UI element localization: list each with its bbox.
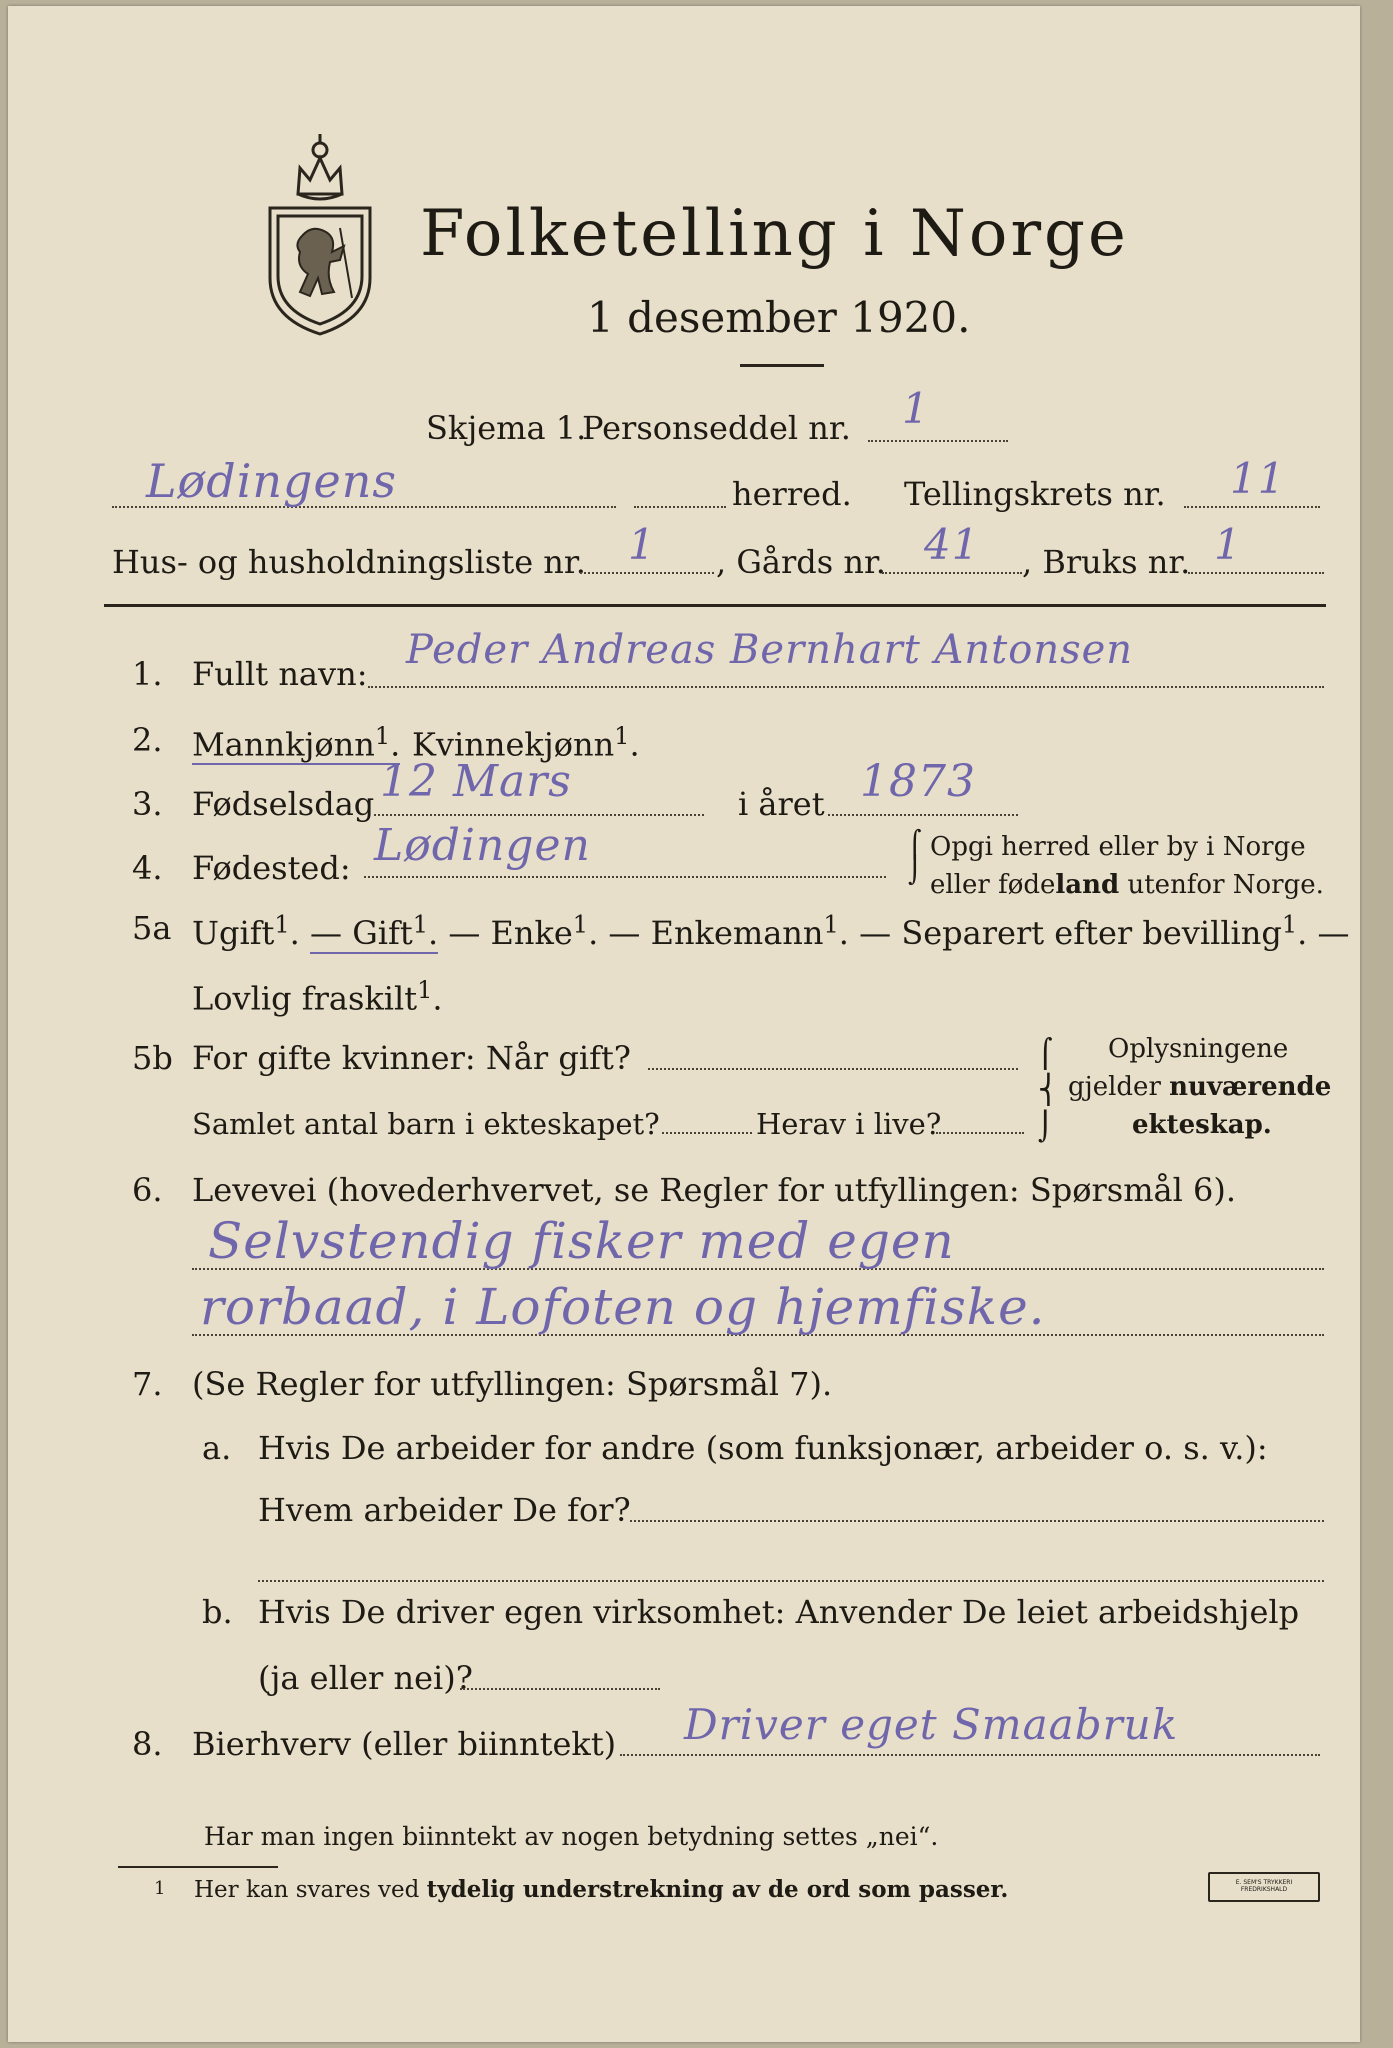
q3-year-field-line bbox=[828, 814, 1018, 816]
q3-birth-date: 12 Mars bbox=[380, 756, 572, 807]
q2-female-option: Kvinnekjønn$^1$. bbox=[412, 722, 640, 764]
q5b-alive-field-line bbox=[936, 1132, 1024, 1134]
q6-number: 6. bbox=[132, 1171, 163, 1209]
footnote-divider bbox=[118, 1866, 278, 1868]
skjema-label: Skjema 1. bbox=[426, 409, 587, 447]
q4-birthplace: Lødingen bbox=[374, 820, 591, 871]
q3-year-label: i året bbox=[738, 785, 825, 823]
q5b-note-line3: ekteskap. bbox=[1132, 1110, 1272, 1140]
census-date: 1 desember 1920. bbox=[587, 293, 971, 342]
q4-number: 4. bbox=[132, 849, 163, 887]
q5b-note-line1: Oplysningene bbox=[1108, 1034, 1289, 1064]
tellingskrets-value: 11 bbox=[1230, 454, 1286, 503]
hus-field-line bbox=[580, 572, 714, 574]
q7a-line1: Hvis De arbeider for andre (som funksjonær, arbeider o. s. v.): bbox=[258, 1429, 1268, 1467]
q5b-married-field-line bbox=[648, 1068, 1018, 1070]
q5b-brace: ⌠ ⎨ ⌡ bbox=[1038, 1037, 1059, 1143]
tellingskrets-label: Tellingskrets nr. bbox=[904, 475, 1166, 513]
bruks-value: 1 bbox=[1214, 520, 1242, 569]
q5b-children-label: Samlet antal barn i ekteskapet? bbox=[192, 1107, 660, 1141]
herred-field-line-2 bbox=[634, 506, 726, 508]
q5a-enke: — Enke$^1$. bbox=[448, 910, 599, 952]
printer-stamp bbox=[1208, 1872, 1320, 1902]
herred-value: Lødingens bbox=[146, 454, 397, 508]
gards-value: 41 bbox=[924, 520, 980, 569]
q5a-separert: — Separert efter bevilling$^1$. — bbox=[859, 910, 1350, 952]
coat-of-arms-icon bbox=[256, 128, 384, 340]
hus-label: Hus- og husholdningsliste nr. bbox=[112, 543, 586, 581]
printer-stamp-text: E. SEM'S TRYKKERI FREDRIKSHALD bbox=[1235, 1879, 1293, 1893]
header-divider bbox=[104, 604, 1326, 607]
bruks-label: , Bruks nr. bbox=[1022, 543, 1191, 581]
q8-field-line bbox=[620, 1754, 1320, 1756]
q5a-enkemann: — Enkemann$^1$. bbox=[608, 910, 849, 952]
footnote-number: 1 bbox=[154, 1878, 166, 1899]
q7a-employer-field-line bbox=[630, 1520, 1324, 1522]
footnote-text: Her kan svares ved tydelig understrekning av de ord som passer. bbox=[194, 1876, 1009, 1903]
q5a-gift: — Gift$^1$. bbox=[310, 910, 439, 952]
q1-field-line bbox=[368, 686, 1324, 688]
q4-brace: ⌠ ⌡ bbox=[908, 830, 922, 886]
q7a-line2: Hvem arbeider De for? bbox=[258, 1491, 631, 1529]
q7b-line2: (ja eller nei)? bbox=[258, 1659, 473, 1697]
q8-side-income: Driver eget Smaabruk bbox=[684, 1700, 1179, 1749]
q5b-children-field-line bbox=[662, 1132, 752, 1134]
title-divider bbox=[740, 364, 824, 367]
q5b-note-line2: gjelder nuværende bbox=[1068, 1072, 1332, 1102]
q7b-letter: b. bbox=[202, 1593, 233, 1631]
q2-number: 2. bbox=[132, 721, 163, 759]
q7a-letter: a. bbox=[202, 1429, 232, 1467]
q5a-fraskilt: Lovlig fraskilt$^1$. bbox=[192, 976, 443, 1018]
q6-label: Levevei (hovederhvervet, se Regler for utfyllingen: Spørsmål 6). bbox=[192, 1171, 1237, 1209]
q5a-number: 5a bbox=[132, 909, 172, 947]
q3-birth-year: 1873 bbox=[860, 756, 976, 807]
q7b-field-line bbox=[460, 1688, 660, 1690]
q4-label: Fødested: bbox=[192, 849, 351, 887]
q1-full-name: Peder Andreas Bernhart Antonsen bbox=[406, 627, 1134, 673]
q8-label: Bierhverv (eller biinntekt) bbox=[192, 1725, 617, 1763]
form-title: Folketelling i Norge bbox=[420, 197, 1129, 271]
q3-field-line bbox=[374, 814, 704, 816]
gards-label: , Gårds nr. bbox=[716, 543, 886, 581]
q4-field-line bbox=[364, 876, 886, 878]
personseddel-value: 1 bbox=[902, 384, 930, 433]
q5a-ugift: Ugift$^1$. bbox=[192, 910, 311, 952]
q8-number: 8. bbox=[132, 1725, 163, 1763]
gards-field-line bbox=[882, 572, 1022, 574]
personseddel-label: Personseddel nr. bbox=[582, 409, 851, 447]
q5b-number: 5b bbox=[132, 1039, 173, 1077]
form-paper bbox=[8, 6, 1360, 2042]
q3-label: Fødselsdag bbox=[192, 785, 375, 823]
q4-note-line2: eller fødeland utenfor Norge. bbox=[930, 870, 1324, 900]
q7b-line1: Hvis De driver egen virksomhet: Anvender De leiet arbeidshjelp bbox=[258, 1593, 1300, 1631]
hus-value: 1 bbox=[628, 520, 656, 569]
q3-number: 3. bbox=[132, 785, 163, 823]
q1-label: Fullt navn: bbox=[192, 655, 368, 693]
tellingskrets-field-line bbox=[1184, 506, 1320, 508]
q7a-extra-field-line bbox=[258, 1580, 1324, 1582]
footer-note: Har man ingen biinntekt av nogen betydning settes „nei“. bbox=[204, 1822, 939, 1851]
q6-answer-text2: rorbaad, i Lofoten og hjemfiske. bbox=[200, 1278, 1046, 1336]
personseddel-field-line bbox=[868, 440, 1008, 442]
q2-male-option: Mannkjønn$^1$. bbox=[192, 722, 401, 764]
q5b-line1: For gifte kvinner: Når gift? bbox=[192, 1039, 631, 1077]
bruks-field-line bbox=[1188, 572, 1324, 574]
q7-number: 7. bbox=[132, 1365, 163, 1403]
herred-label: herred. bbox=[732, 475, 852, 513]
q5b-alive-label: Herav i live? bbox=[756, 1107, 942, 1141]
q1-number: 1. bbox=[132, 655, 163, 693]
q7-label: (Se Regler for utfyllingen: Spørsmål 7). bbox=[192, 1365, 833, 1403]
q4-note-line1: Opgi herred eller by i Norge bbox=[930, 832, 1306, 862]
q5a-options bbox=[192, 910, 1350, 952]
q6-answer-text1: Selvstendig fisker med egen bbox=[208, 1212, 955, 1270]
